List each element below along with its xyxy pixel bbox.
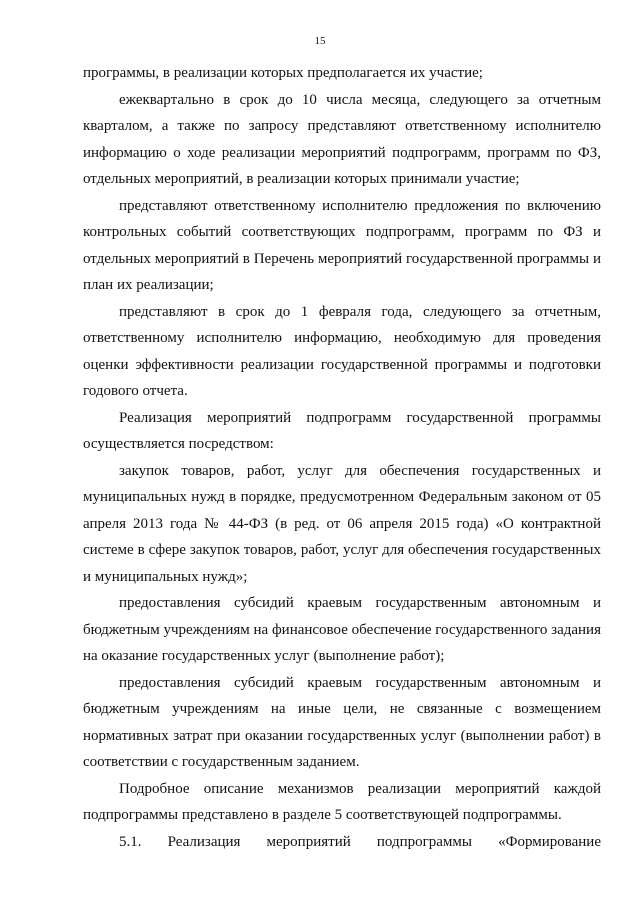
paragraph-procurement: закупок товаров, работ, услуг для обеспечения государственных и муниципальных нужд в порядке, предусмотренном Федеральным законом от 05 апреля 2013 года № 44-ФЗ (в ред. от 06 апреля 2015 года) «О контрактной системе в сфере закупок товаров, работ, услуг для обеспечения государственных и муниципальных нужд»; — [83, 462, 601, 585]
paragraph-implementation-means: Реализация мероприятий подпрограмм государственной программы осуществляется посредством: — [83, 409, 601, 452]
document-body — [83, 60, 601, 855]
paragraph-subsidies-other: предоставления субсидий краевым государственным автономным и бюджетным учреждениям на иные цели, не связанные с возмещением нормативных затрат при оказании государственных услуг (выполнении работ) в соответствии с государственным заданием. — [83, 674, 601, 770]
paragraph-continuation: программы, в реализации которых предполагается их участие; — [83, 65, 483, 81]
paragraph-annual-report: представляют в срок до 1 февраля года, следующего за отчетным, ответственному исполнителю информацию, необходимую для проведения оценки эффективности реализации государственной программы и подготовки годового отчета. — [83, 303, 601, 399]
paragraph-control-events: представляют ответственному исполнителю предложения по включению контрольных событий соответствующих подпрограмм, программ по ФЗ и отдельных мероприятий в Перечень мероприятий государственной программы и план их реализации; — [83, 197, 601, 293]
paragraph-detailed-description: Подробное описание механизмов реализации мероприятий каждой подпрограммы представлено в разделе 5 соответствующей подпрограммы. — [83, 780, 601, 823]
page-number: 15 — [314, 35, 326, 47]
paragraph-quarterly-report: ежеквартально в срок до 10 числа месяца, следующего за отчетным кварталом, а также по запросу представляют ответственному исполнителю информацию о ходе реализации мероприятий подпрограмм, программ по ФЗ, отдельных мероприятий, в реализации которых принимали участие; — [83, 91, 601, 187]
section-heading-5-1: 5.1. Реализация мероприятий подпрограммы «Формирование — [119, 833, 601, 850]
paragraph-subsidies-state-task: предоставления субсидий краевым государственным автономным и бюджетным учреждениям на финансовое обеспечение государственного задания на оказание государственных услуг (выполнение работ); — [83, 595, 601, 664]
